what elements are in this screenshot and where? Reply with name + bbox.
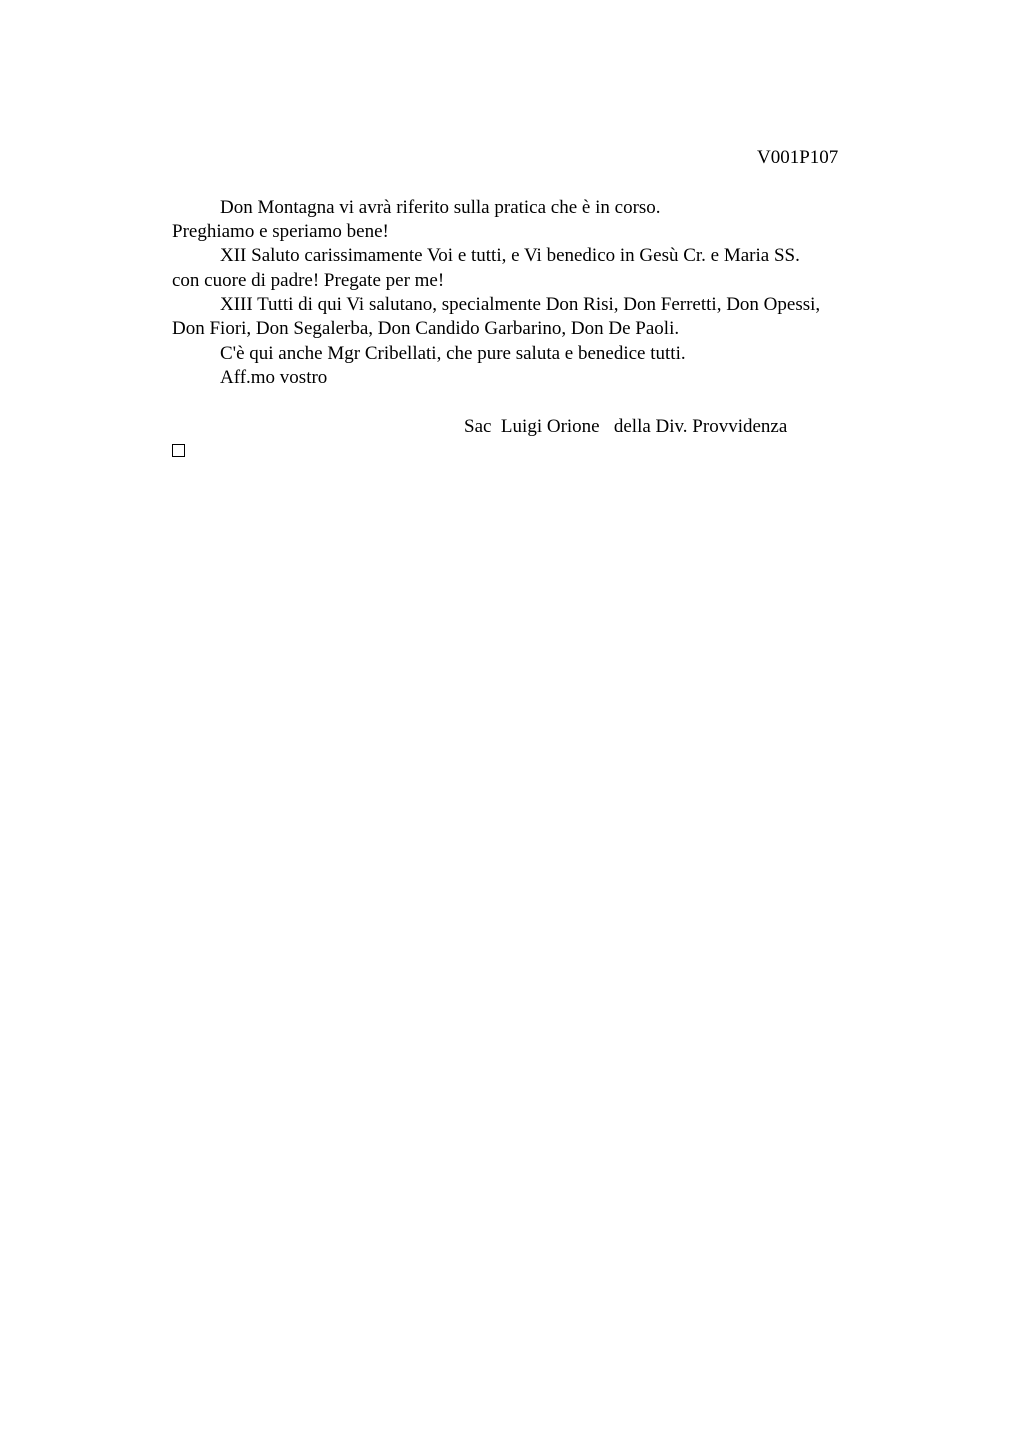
body-line-5: XIII Tutti di qui Vi salutano, specialmente Don Risi, Don Ferretti, Don Opessi, [220,294,821,315]
body-line-7: C'è qui anche Mgr Cribellati, che pure saluta e benedice tutti. [220,343,686,364]
body-line-2: Preghiamo e speriamo bene! [172,221,389,242]
body-line-3: XII Saluto carissimamente Voi e tutti, e Vi benedico in Gesù Cr. e Maria SS. [220,245,800,266]
body-line-1: Don Montagna vi avrà riferito sulla pratica che è in corso. [220,197,661,218]
signature: Sac Luigi Orione della Div. Provvidenza [464,416,788,437]
page-identifier: V001P107 [757,147,839,168]
empty-square-icon [172,444,185,457]
body-line-4: con cuore di padre! Pregate per me! [172,270,445,291]
body-line-8: Aff.mo vostro [220,367,328,388]
body-line-6: Don Fiori, Don Segalerba, Don Candido Garbarino, Don De Paoli. [172,318,680,339]
